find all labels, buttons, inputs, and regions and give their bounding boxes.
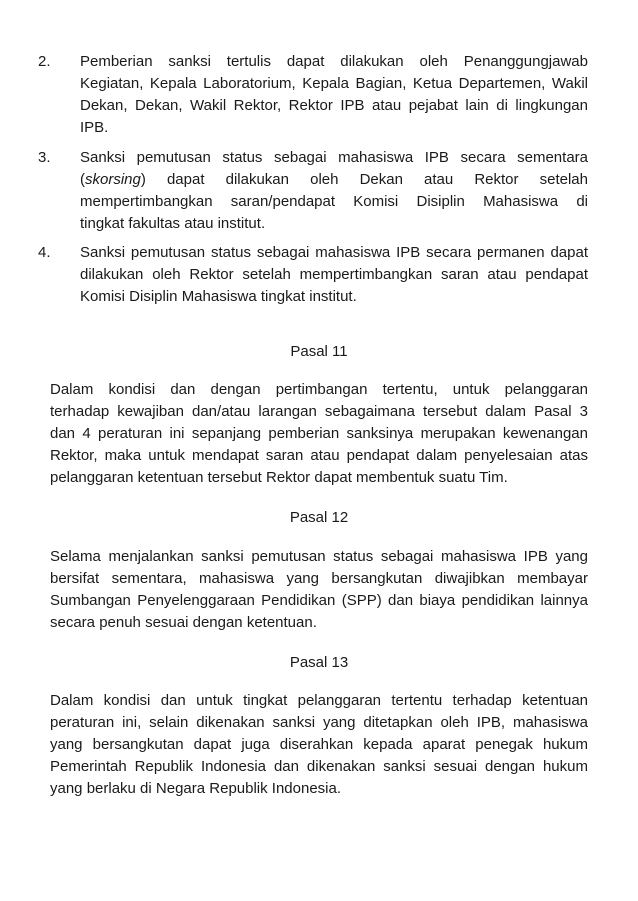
item-body bbox=[80, 147, 588, 235]
article-line: Dalam kondisi dan untuk tingkat pelanggaran tertentu terhadap ketentuan bbox=[50, 692, 588, 709]
article-heading: Pasal 11 bbox=[290, 343, 348, 360]
item-line: Sanksi pemutusan status sebagai mahasiswa IPB secara permanen dapat bbox=[80, 244, 588, 261]
article-line: yang berlaku di Negara Republik Indonesia. bbox=[50, 780, 342, 797]
item-line: tingkat fakultas atau institut. bbox=[80, 215, 266, 232]
item-number: 3. bbox=[38, 149, 51, 166]
item-body bbox=[80, 51, 588, 139]
item-line: Sanksi pemutusan status sebagai mahasiswa IPB secara sementara bbox=[80, 149, 588, 166]
italic-term: skorsing bbox=[85, 171, 141, 188]
item-line: mempertimbangkan saran/pendapat Komisi Disiplin Mahasiswa di bbox=[80, 193, 588, 210]
item-line: Dekan, Dekan, Wakil Rektor, Rektor IPB atau pejabat lain di lingkungan bbox=[80, 97, 588, 114]
article-line: Pemerintah Republik Indonesia dan dikenakan sanksi sesuai dengan hukum bbox=[50, 758, 588, 775]
article-line: dan 4 peraturan ini sepanjang pemberian sanksinya merupakan kewenangan bbox=[50, 425, 588, 442]
article-paragraph bbox=[50, 379, 588, 489]
article-line: pelanggaran ketentuan tersebut Rektor dapat membentuk suatu Tim. bbox=[50, 469, 508, 486]
item-line: IPB. bbox=[80, 119, 109, 136]
article-heading: Pasal 12 bbox=[289, 509, 349, 526]
item-line-prefix: ( bbox=[80, 171, 85, 188]
article-line: yang bersangkutan dapat juga diserahkan kepada aparat penegak hukum bbox=[50, 736, 588, 753]
item-body bbox=[80, 242, 588, 308]
article-line: Dalam kondisi dan dengan pertimbangan tertentu, untuk pelanggaran bbox=[50, 381, 588, 398]
article-line: secara penuh sesuai dengan ketentuan. bbox=[50, 614, 317, 631]
article-line: Selama menjalankan sanksi pemutusan status sebagai mahasiswa IPB yang bbox=[50, 548, 588, 565]
item-number: 2. bbox=[38, 53, 51, 70]
item-line: Kegiatan, Kepala Laboratorium, Kepala Bagian, Ketua Departemen, Wakil bbox=[80, 75, 588, 92]
item-line bbox=[80, 169, 588, 191]
article-line: bersifat sementara, mahasiswa yang bersangkutan diwajibkan membayar bbox=[50, 570, 588, 587]
article-line: Sumbangan Penyelenggaraan Pendidikan (SPP) dan biaya pendidikan lainnya bbox=[50, 592, 588, 609]
article-line: peraturan ini, selain dikenakan sanksi yang ditetapkan oleh IPB, mahasiswa bbox=[50, 714, 588, 731]
item-line-suffix: ) dapat dilakukan oleh Dekan atau Rektor setelah bbox=[140, 171, 588, 188]
item-line: Komisi Disiplin Mahasiswa tingkat institut. bbox=[80, 288, 357, 305]
article-heading: Pasal 13 bbox=[289, 654, 349, 671]
article-paragraph bbox=[50, 546, 588, 634]
article-paragraph bbox=[50, 690, 588, 800]
article-line: Rektor, maka untuk mendapat saran atau pendapat dalam penyelesaian atas bbox=[50, 447, 588, 464]
item-line: dilakukan oleh Rektor setelah mempertimbangkan saran atau pendapat bbox=[80, 266, 588, 283]
item-line: Pemberian sanksi tertulis dapat dilakukan oleh Penanggungjawab bbox=[80, 53, 588, 70]
article-line: terhadap kewajiban dan/atau larangan sebagaimana tersebut dalam Pasal 3 bbox=[50, 403, 588, 420]
item-number: 4. bbox=[38, 244, 51, 261]
